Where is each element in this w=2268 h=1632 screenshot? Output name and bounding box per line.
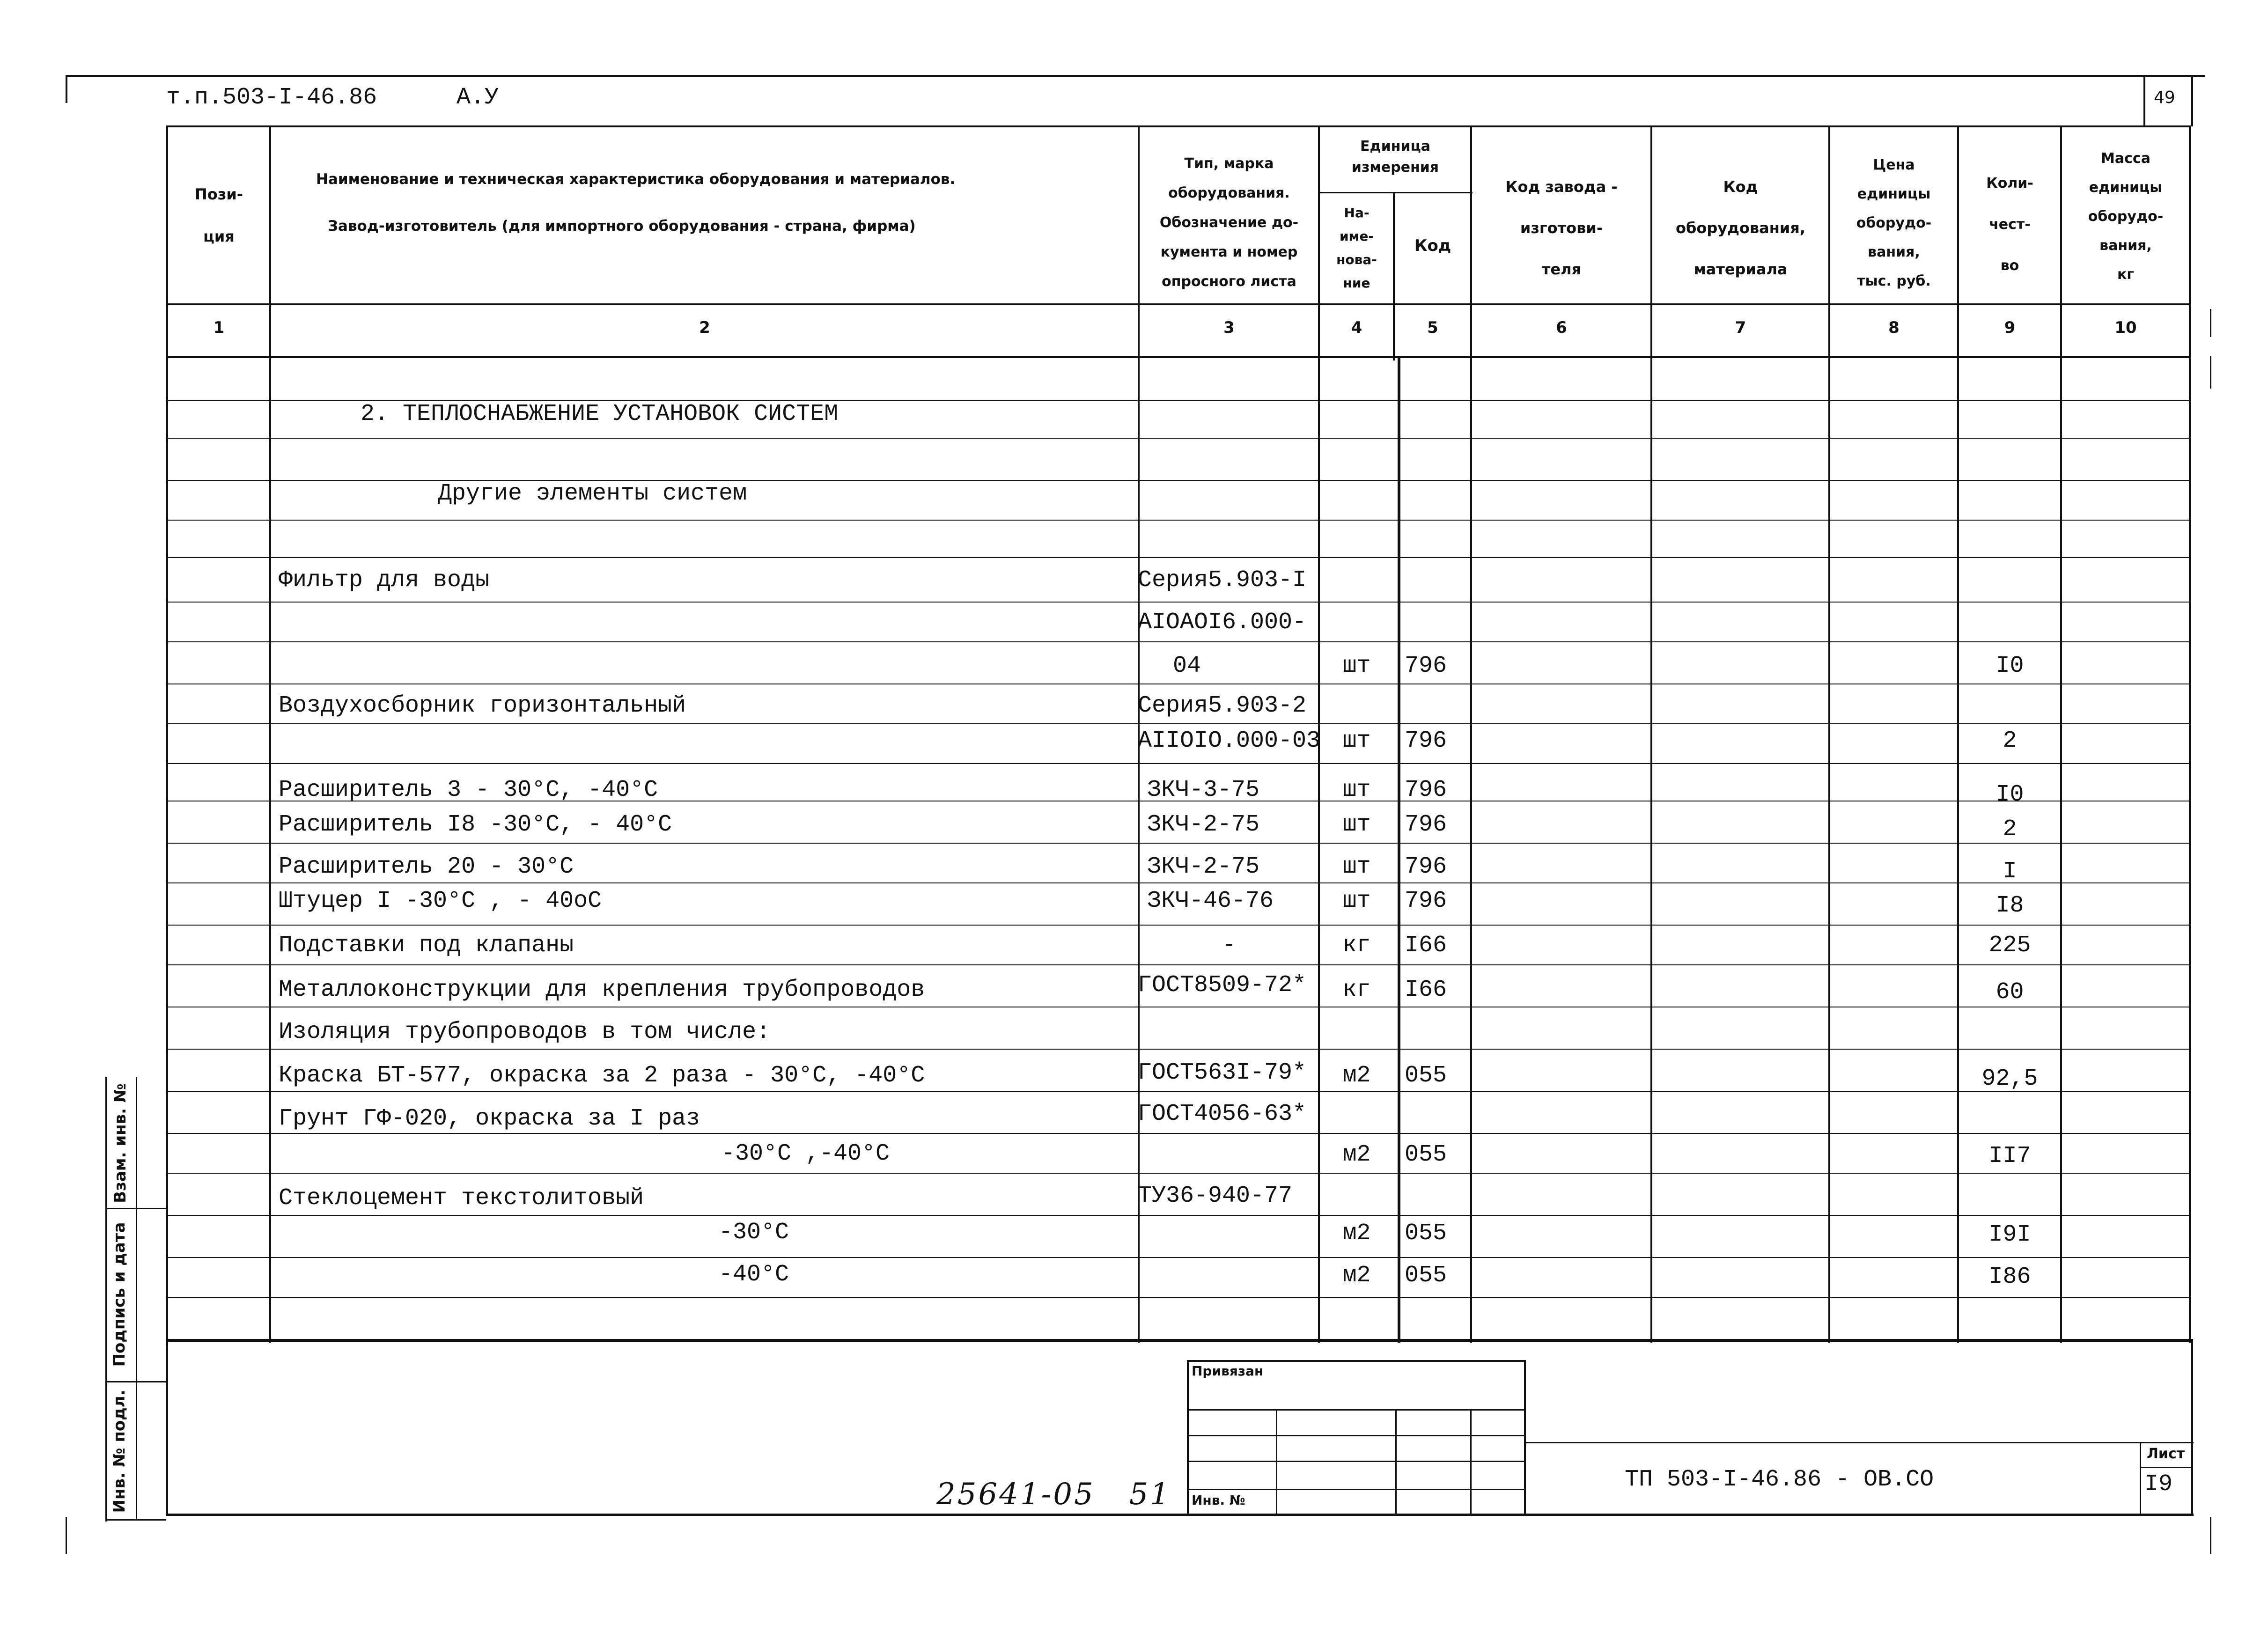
header-unit-code: Код xyxy=(1414,236,1451,255)
item-doc: Серия5.903-I xyxy=(1138,567,1307,594)
item-unit: шт xyxy=(1342,853,1371,880)
header-factory-code: Код завода - изготови- теля xyxy=(1505,178,1618,278)
item-unit-code: 796 xyxy=(1405,777,1447,803)
item-doc: 04 xyxy=(1173,653,1201,679)
item-unit: кг xyxy=(1342,977,1371,1003)
item-unit-code: 055 xyxy=(1405,1141,1447,1168)
item-quantity: 60 xyxy=(1996,979,2024,1006)
item-name: Стеклоцемент текстолитовый xyxy=(279,1185,644,1212)
header-unit-price: Цена единицы оборудо- вания, тыс. руб. xyxy=(1856,157,1932,289)
item-doc: ГОСТ563I-79* xyxy=(1138,1059,1307,1086)
stamp-inventory-no: Инв. № xyxy=(1192,1492,1245,1508)
header-unit-mass: Масса единицы оборудо- вания, кг xyxy=(2088,150,2164,283)
item-quantity: II7 xyxy=(1988,1143,2031,1169)
item-quantity: I xyxy=(2003,858,2017,885)
item-quantity: 225 xyxy=(1988,932,2031,959)
item-name: Краска БТ-577, окраска за 2 раза - 30°С, -40°С xyxy=(279,1062,925,1089)
item-quantity: I0 xyxy=(1996,653,2024,679)
col-number: 8 xyxy=(1888,318,1900,337)
item-quantity: I8 xyxy=(1996,892,2024,919)
item-doc: - xyxy=(1222,932,1236,959)
item-quantity: 92,5 xyxy=(1981,1066,2038,1092)
item-quantity: I9I xyxy=(1988,1221,2031,1248)
col-number: 2 xyxy=(699,318,710,337)
header-type-doc: Тип, марка оборудования. Обозначение до- кумента и номер опросного листа xyxy=(1159,155,1299,290)
item-name: Металлоконструкции для крепления трубопроводов xyxy=(279,977,925,1003)
sheet-label: Лист xyxy=(2147,1446,2185,1462)
section-subtitle: Другие элементы систем xyxy=(438,480,747,507)
item-unit: м2 xyxy=(1342,1220,1371,1247)
item-name: Штуцер I -30°С , - 40оС xyxy=(279,888,602,914)
item-doc: ГОСТ4056-63* xyxy=(1138,1101,1307,1127)
item-quantity: 2 xyxy=(2003,728,2017,754)
item-name: -30°С ,-40°С xyxy=(721,1140,890,1167)
col-number: 7 xyxy=(1735,318,1746,337)
item-unit: м2 xyxy=(1342,1062,1371,1089)
handwritten-number: 25641-05 51 xyxy=(936,1477,1171,1512)
item-unit: шт xyxy=(1342,653,1371,679)
side-stamp-signature: Подпись и дата xyxy=(110,1222,129,1367)
header-quantity: Коли- чест- во xyxy=(1986,175,2033,274)
col-number: 9 xyxy=(2004,318,2016,337)
item-unit-code: 796 xyxy=(1405,728,1447,754)
document-code: т.п.503-I-46.86 xyxy=(166,84,377,111)
item-doc: AIOAOI6.000- xyxy=(1138,609,1307,636)
item-doc: ГОСТ8509-72* xyxy=(1138,972,1307,999)
item-name: Расширитель 20 - 30°С xyxy=(279,853,574,880)
item-unit: кг xyxy=(1342,932,1371,959)
sheet-number: I9 xyxy=(2144,1471,2173,1498)
item-unit-code: 055 xyxy=(1405,1262,1447,1289)
item-unit: шт xyxy=(1342,888,1371,914)
col-number: 10 xyxy=(2114,318,2137,337)
side-stamp-inventory: Инв. № подл. xyxy=(110,1389,129,1513)
item-name: -30°С xyxy=(719,1219,789,1246)
col-number: 5 xyxy=(1427,318,1438,337)
page-number: 49 xyxy=(2154,88,2175,107)
header-name-line1: Наименование и техническая характеристика оборудования и материалов. xyxy=(316,171,956,188)
item-name: Фильтр для воды xyxy=(279,567,490,594)
item-unit-code: 796 xyxy=(1405,853,1447,880)
item-unit-code: 055 xyxy=(1405,1220,1447,1247)
header-name-line2: Завод-изготовитель (для импортного оборудования - страна, фирма) xyxy=(328,218,916,235)
item-unit: шт xyxy=(1342,811,1371,838)
item-name: Расширитель I8 -30°С, - 40°С xyxy=(279,811,672,838)
item-unit-code: I66 xyxy=(1405,977,1447,1003)
side-stamp-replacement: Взам. инв. № xyxy=(111,1083,130,1203)
col-number: 6 xyxy=(1556,318,1567,337)
document-designation: ТП 503-I-46.86 - ОВ.СО xyxy=(1625,1466,1934,1493)
item-doc: AIIOIO.000-03 xyxy=(1138,728,1321,754)
item-name: -40°С xyxy=(719,1261,789,1288)
item-name: Грунт ГФ-020, окраска за I раз xyxy=(279,1105,700,1132)
item-unit-code: 055 xyxy=(1405,1062,1447,1089)
item-doc: ЗКЧ-2-75 xyxy=(1147,811,1260,838)
item-unit-code: 796 xyxy=(1405,888,1447,914)
item-quantity: I86 xyxy=(1988,1264,2031,1290)
item-name: Расширитель 3 - 30°С, -40°С xyxy=(279,777,658,803)
album-label: А.У xyxy=(457,84,499,111)
header-equipment-code: Код оборудования, материала xyxy=(1676,178,1805,278)
header-position: Пози- ция xyxy=(194,185,243,245)
item-doc: ЗКЧ-3-75 xyxy=(1147,777,1260,803)
item-quantity: 2 xyxy=(2003,816,2017,843)
item-unit: м2 xyxy=(1342,1262,1371,1289)
item-unit-code: I66 xyxy=(1405,932,1447,959)
item-unit: м2 xyxy=(1342,1141,1371,1168)
item-doc: ЗКЧ-2-75 xyxy=(1147,853,1260,880)
item-unit-code: 796 xyxy=(1405,811,1447,838)
item-doc: ЗКЧ-46-76 xyxy=(1147,888,1274,914)
section-title: 2. ТЕПЛОСНАБЖЕНИЕ УСТАНОВОК СИСТЕМ xyxy=(361,401,839,427)
item-name: Воздухосборник горизонтальный xyxy=(279,692,686,719)
stamp-attached: Привязан xyxy=(1192,1363,1264,1379)
item-doc: Серия5.903-2 xyxy=(1138,692,1307,719)
item-unit: шт xyxy=(1342,728,1371,754)
item-name: Изоляция трубопроводов в том числе: xyxy=(279,1019,771,1045)
col-number: 4 xyxy=(1351,318,1362,337)
item-name: Подставки под клапаны xyxy=(279,932,574,959)
item-unit: шт xyxy=(1342,777,1371,803)
col-number: 1 xyxy=(213,318,225,337)
header-unit-group: Единица измерения xyxy=(1351,138,1439,176)
item-quantity: I0 xyxy=(1996,781,2024,808)
item-doc: ТУ36-940-77 xyxy=(1138,1183,1293,1209)
item-unit-code: 796 xyxy=(1405,653,1447,679)
col-number: 3 xyxy=(1223,318,1235,337)
header-unit-name: На- име- нова- ние xyxy=(1336,205,1377,291)
